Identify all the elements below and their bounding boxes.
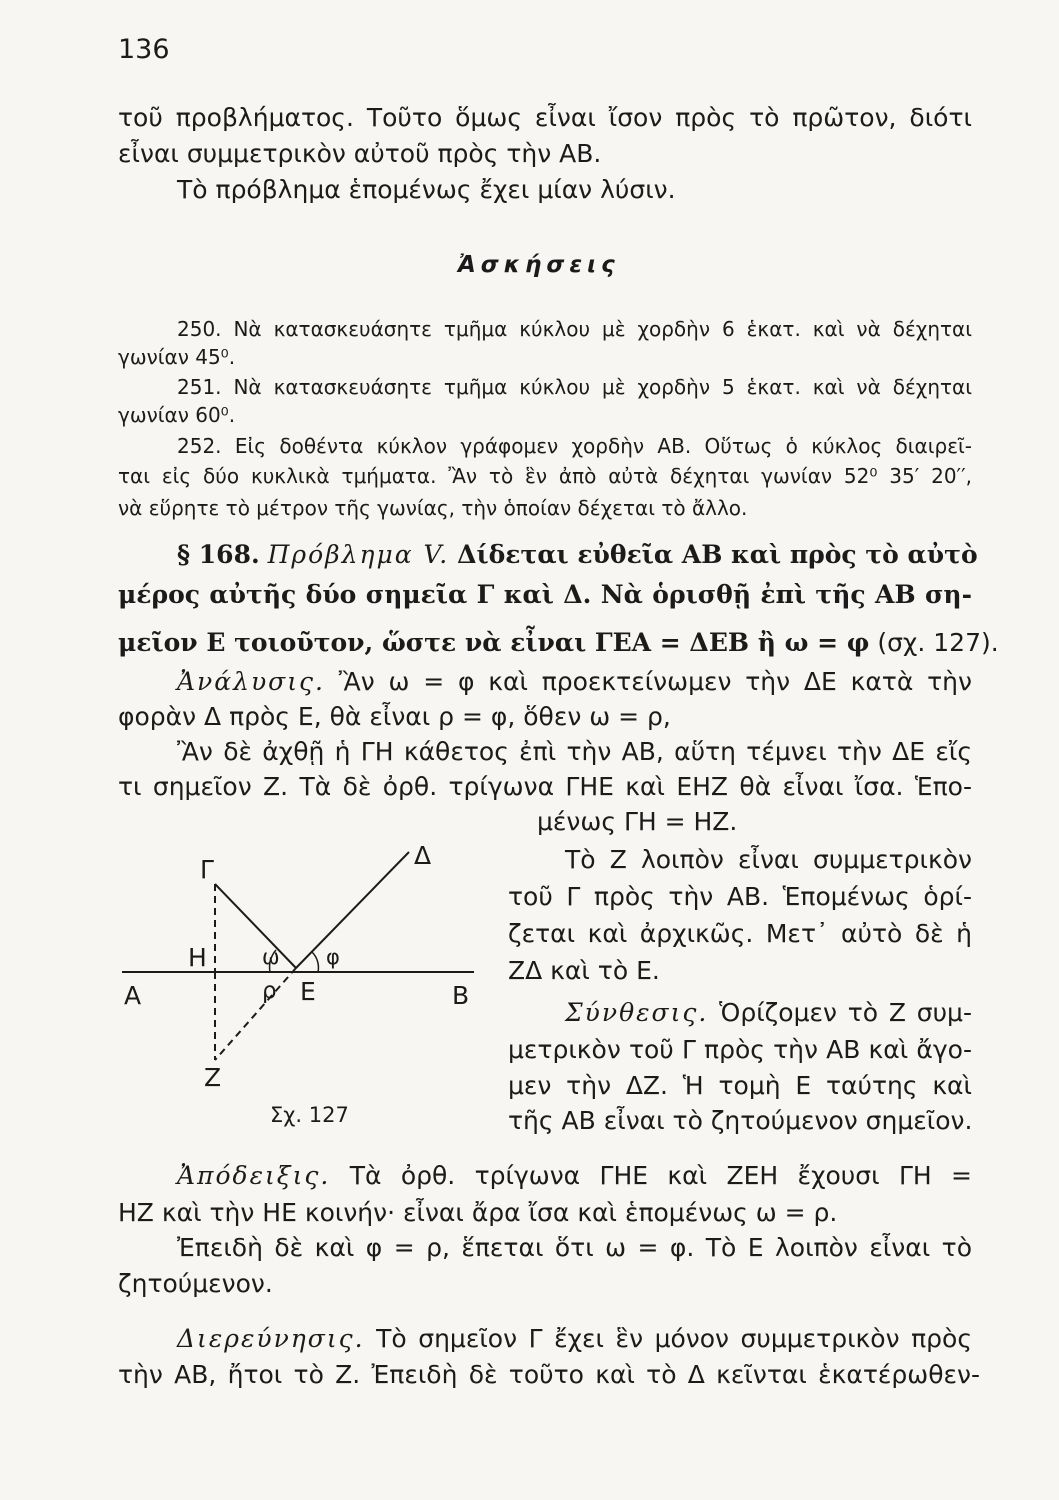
synthesis-line2: μετρικὸν τοῦ Γ πρὸς τὴν ΑΒ καὶ ἄγο-: [508, 1035, 972, 1064]
investigation-line1-text: Τὸ σημεῖον Γ ἔχει ἓν μόνον συμμετρικὸν πρὸς: [376, 1324, 972, 1353]
exercise-251-line2: γωνίαν 60⁰.: [118, 403, 236, 427]
exercise-251-line1: 251. Νὰ κατασκευάσητε τμῆμα κύκλου μὲ χορδὴν 5 ἑκατ. καὶ νὰ δέχηται: [177, 375, 972, 399]
exercise-250-line2: γωνίαν 45⁰.: [118, 345, 236, 369]
figure-127: [118, 838, 478, 1138]
analysis-line1-text: Ἂν ω = φ καὶ προεκτείνωμεν τὴν ΔΕ κατὰ τὴν: [338, 667, 972, 696]
analysis-line7: τοῦ Γ πρὸς τὴν ΑΒ. Ἑπομένως ὁρί-: [508, 882, 972, 911]
synthesis-line3: μεν τὴν ΔΖ. Ἡ τομὴ Ε ταύτης καὶ: [508, 1071, 972, 1100]
problem-line2: μέρος αὐτῆς δύο σημεῖα Γ καὶ Δ. Νὰ ὁρισθῇ ἐπὶ τῆς ΑΒ ση-: [118, 580, 972, 609]
proof-label: Ἀπόδειξις.: [177, 1161, 331, 1190]
proof-line3: Ἐπειδὴ δὲ καὶ φ = ρ, ἕπεται ὅτι ω = φ. Τὸ Ε λοιπὸν εἶναι τὸ: [177, 1233, 972, 1262]
label-a: Α: [124, 981, 142, 1010]
label-eta: Η: [188, 943, 207, 972]
analysis-line8: ζεται καὶ ἀρχικῶς. Μετ᾽ αὐτὸ δὲ ἡ: [508, 919, 972, 948]
investigation-label: Διερεύνησις.: [177, 1324, 365, 1353]
synthesis-line4: τῆς ΑΒ εἶναι τὸ ζητούμενον σημεῖον.: [508, 1106, 973, 1135]
label-gamma: Γ: [200, 855, 214, 884]
figure-reference: (σχ. 127).: [877, 628, 999, 657]
label-zeta: Ζ: [204, 1063, 222, 1092]
label-b: Β: [452, 981, 470, 1010]
proof-line1-text: Τὰ ὀρθ. τρίγωνα ΓΗΕ καὶ ΖΕΗ ἔχουσι ΓΗ =: [349, 1161, 972, 1190]
proof-line1: [177, 1159, 972, 1193]
label-phi: φ: [326, 945, 340, 969]
investigation-line2: τὴν ΑΒ, ἤτοι τὸ Ζ. Ἐπειδὴ δὲ τοῦτο καὶ τὸ Δ κεῖνται ἑκατέρωθεν-: [118, 1360, 980, 1389]
segment-ge: [215, 884, 296, 968]
proof-line2: ΗΖ καὶ τὴν ΗΕ κοινήν· εἶναι ἄρα ἴσα καὶ ἑπομένως ω = ρ.: [118, 1198, 838, 1227]
problem-line1-text: Δίδεται εὐθεῖα ΑΒ καὶ πρὸς τὸ αὐτὸ: [457, 540, 978, 569]
exercise-252-line2: ται εἰς δύο κυκλικὰ τμήματα. Ἂν τὸ ἓν ἀπὸ αὐτὰ δέχηται γωνίαν 52⁰ 35′ 20′′,: [118, 464, 972, 488]
label-omega: ω: [262, 945, 280, 969]
analysis-label: Ἀνάλυσις.: [177, 667, 325, 696]
section-number: § 168.: [177, 540, 260, 569]
analysis-line3: Ἂν δὲ ἀχθῇ ἡ ΓΗ κάθετος ἐπὶ τὴν ΑΒ, αὕτη τέμνει τὴν ΔΕ εἴς: [177, 737, 972, 766]
label-e: Ε: [300, 977, 316, 1006]
para1-line3: Τὸ πρόβλημα ἑπομένως ἔχει μίαν λύσιν.: [177, 175, 676, 204]
analysis-line5: μένως ΓΗ = ΗΖ.: [537, 807, 738, 836]
exercise-252-line1: 252. Εἰς δοθέντα κύκλον γράφομεν χορδὴν ΑΒ. Οὕτως ὁ κύκλος διαιρεῖ-: [177, 434, 972, 458]
segment-ed: [296, 852, 409, 968]
exercises-heading: Ἀσκήσεις: [458, 252, 620, 278]
analysis-line2: φορὰν Δ πρὸς Ε, θὰ εἶναι ρ = φ, ὅθεν ω = ρ,: [118, 702, 671, 731]
para1-line1: τοῦ προβλήματος. Τοῦτο ὅμως εἶναι ἴσον πρὸς τὸ πρῶτον, διότι: [118, 103, 972, 132]
synthesis-label: Σύνθεσις.: [565, 998, 709, 1027]
problem-title: Πρόβλημα V.: [267, 540, 450, 569]
para1-line2: εἶναι συμμετρικὸν αὐτοῦ πρὸς τὴν ΑΒ.: [118, 139, 602, 168]
angle-phi-arc: [312, 952, 318, 972]
analysis-line6: Τὸ Ζ λοιπὸν εἶναι συμμετρικὸν: [565, 845, 972, 874]
analysis-line9: ΖΔ καὶ τὸ Ε.: [508, 956, 660, 985]
analysis-line1: [177, 665, 972, 699]
page-number: 136: [118, 34, 170, 65]
label-delta: Δ: [414, 841, 432, 870]
exercise-252-line3: νὰ εὕρητε τὸ μέτρον τῆς γωνίας, τὴν ὁποίαν δέχεται τὸ ἄλλο.: [118, 496, 748, 520]
analysis-line4: τι σημεῖον Ζ. Τὰ δὲ ὀρθ. τρίγωνα ΓΗΕ καὶ ΕΗΖ θὰ εἶναι ἴσα. Ἑπο-: [118, 772, 972, 801]
problem-line1: [177, 538, 978, 572]
problem-line3: [118, 626, 999, 660]
investigation-line1: [177, 1322, 972, 1356]
synthesis-line1-text: Ὁρίζομεν τὸ Ζ συμ-: [719, 998, 972, 1027]
label-rho: ρ: [262, 978, 277, 1004]
synthesis-line1: [565, 996, 972, 1030]
exercise-250-line1: 250. Νὰ κατασκευάσητε τμῆμα κύκλου μὲ χορδὴν 6 ἑκατ. καὶ νὰ δέχηται: [177, 317, 972, 341]
figure-caption: Σχ. 127: [270, 1103, 349, 1127]
problem-line3-text: μεῖον Ε τοιοῦτον, ὥστε νὰ εἶναι ΓΕΑ = ΔΕΒ ἢ ω = φ: [118, 628, 870, 657]
proof-line4: ζητούμενον.: [118, 1269, 273, 1298]
segment-ez: [215, 968, 296, 1060]
